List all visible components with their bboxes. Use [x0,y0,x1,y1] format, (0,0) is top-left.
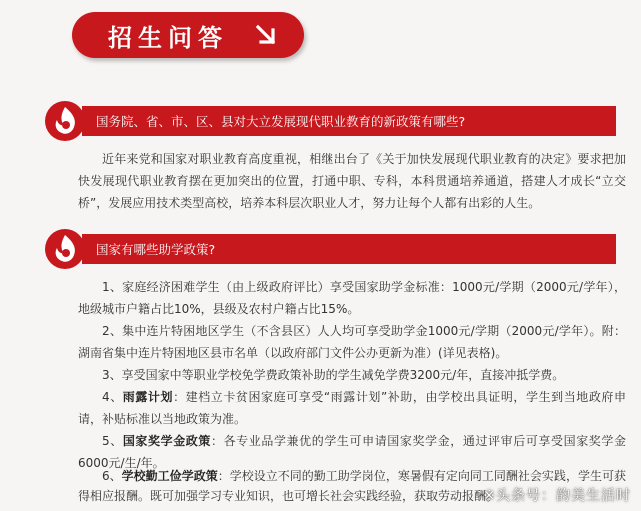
item-number: 3、 [102,368,122,382]
flame-logo-icon [44,100,86,142]
item-text: 享受国家中等职业学校免学费政策补助的学生减免学费3200元/年，直接冲抵学费。 [121,368,565,382]
item-text: 家庭经济困难学生（由上级政府评比）享受国家助学金标准：1000元/学期（2000元/学年），地级城市户籍占比10%，县级及农村户籍占比15%。 [78,280,627,316]
item-number: 2、 [102,324,123,338]
watermark: ※头条号：韵美生活时 [483,488,631,504]
question-bar [82,234,616,264]
item-number: 1、 [102,280,123,294]
question-header-1 [44,104,616,138]
item-number: 6、 [102,469,122,483]
item-text: 集中连片特困地区学生（不含县区）人人均可享受助学金1000元/学期（2000元/学年）。附：湖南省集中连片特困地区县市名单（以政府部门文件公办更新为准）(详见表格)。 [78,324,627,360]
arrow-down-right-icon [254,23,278,47]
policy-item-1 [78,276,626,320]
item-title: 学校勤工俭学政策 [121,469,218,483]
policy-item-2 [78,320,626,364]
item-title: 雨露计划 [122,390,174,404]
item-text: ：建档立卡贫困家庭可享受“雨露计划”补助，由学校出具证明，学生到当地政府申请，补贴标准以当地政策为准。 [78,390,626,426]
question-text: 国家有哪些助学政策? [96,242,216,257]
item-text: ：学校设立不同的勤工助学岗位，寒暑假有定向同工同酬社会实践，学生可获得相应报酬。既可加强学习专业知识，也可增长社会实践经验，获取劳动报酬。 [78,469,626,503]
section-banner [72,12,304,58]
question-header-2 [44,232,616,266]
item-number: 5、 [102,434,123,448]
question-text: 国务院、省、市、区、县对大立发展现代职业教育的新政策有哪些? [96,114,466,129]
flame-logo-icon [44,228,86,270]
item-title: 国家奖学金政策 [122,434,211,448]
policy-item-3 [78,364,626,386]
item-number: 4、 [102,390,123,404]
policy-item-4 [78,386,626,430]
answer-paragraph-1: 近年来党和国家对职业教育高度重视，相继出台了《关于加快发展现代职业教育的决定》要求把加快发展现代职业教育摆在更加突出的位置，打通中职、专科，本科贯通培养通道，搭建人才成长“立交桥”，发展应用技术类型高校，培养本科层次职业人才，努力让每个人都有出彩的人生。 [78,152,626,210]
question-bar [82,106,616,136]
item-text: ：各专业品学兼优的学生可申请国家奖学金，通过评审后可享受国家奖学金6000元/生/年。 [78,434,626,470]
banner-title: 招生问答 [108,23,228,52]
